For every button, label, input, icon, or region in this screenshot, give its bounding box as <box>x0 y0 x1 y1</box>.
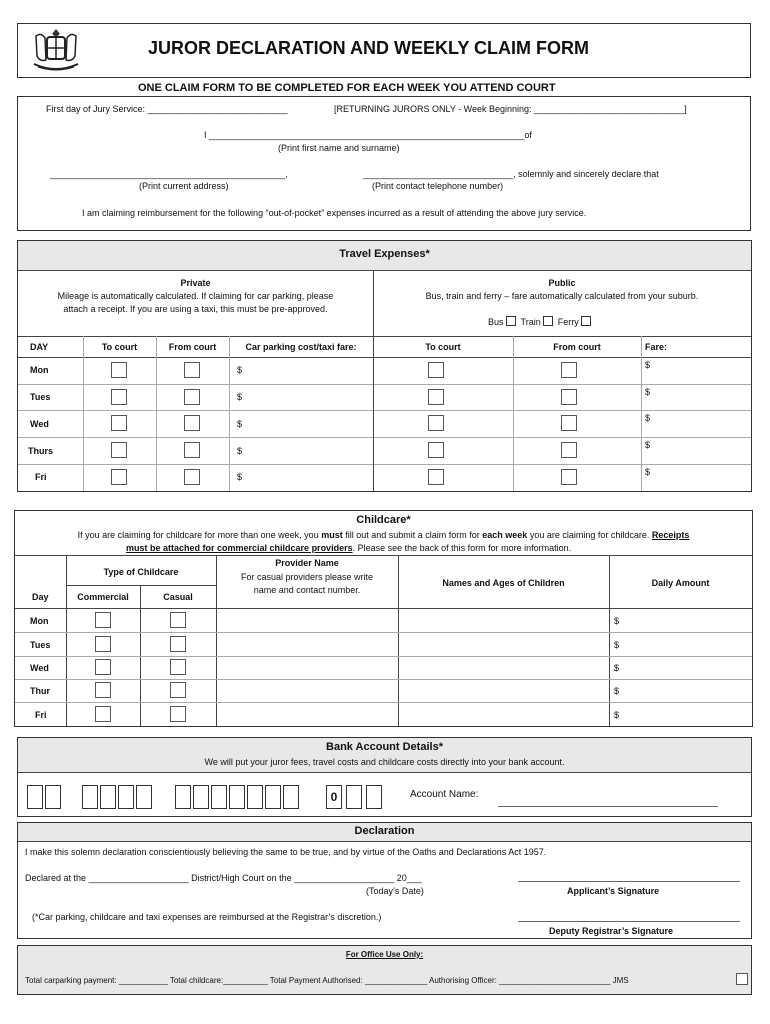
name-field[interactable]: I _______________________________________________________________of <box>204 130 532 140</box>
public-from-court-checkbox[interactable] <box>561 442 577 458</box>
commercial-checkbox[interactable] <box>95 636 111 652</box>
form-title: JUROR DECLARATION AND WEEKLY CLAIM FORM <box>148 38 589 58</box>
commercial-checkbox[interactable] <box>95 682 111 698</box>
public-to-court-checkbox[interactable] <box>428 442 444 458</box>
daily-amount[interactable]: $ <box>614 663 620 673</box>
day-label: Tues <box>30 392 51 402</box>
today-date-caption: (Today’s Date) <box>366 886 424 896</box>
col-casual: Casual <box>163 592 193 602</box>
private-from-court-checkbox[interactable] <box>184 469 200 485</box>
col-commercial: Commercial <box>77 592 129 602</box>
fare-amount[interactable]: $ <box>645 413 651 423</box>
daily-amount[interactable]: $ <box>614 616 620 626</box>
applicant-signature-caption: Applicant’s Signature <box>567 886 660 896</box>
fare-amount[interactable]: $ <box>645 467 651 477</box>
commercial-checkbox[interactable] <box>95 659 111 675</box>
declaration-title: Declaration <box>354 825 415 837</box>
public-to-court-checkbox[interactable] <box>428 415 444 431</box>
day-label: Mon <box>30 616 49 626</box>
childcare-intro-line-1: If you are claiming for childcare for more than one week, you must fill out and submit a claim form for each week you are claiming for childcare. Receipts <box>77 530 690 540</box>
private-to-court-checkbox[interactable] <box>111 442 127 458</box>
col-public-from-court: From court <box>553 342 601 352</box>
deputy-signature-line[interactable] <box>518 921 740 922</box>
fare-amount[interactable]: $ <box>645 360 651 370</box>
fare-amount[interactable]: $ <box>645 440 651 450</box>
childcare-intro-line-2: must be attached for commercial childcare providers. Please see the back of this form for more information. <box>126 543 572 553</box>
private-from-court-checkbox[interactable] <box>184 442 200 458</box>
casual-checkbox[interactable] <box>170 659 186 675</box>
private-to-court-checkbox[interactable] <box>111 415 127 431</box>
col-private-from-court: From court <box>168 342 217 352</box>
parking-amount[interactable]: $ <box>237 419 243 429</box>
phone-caption: (Print contact telephone number) <box>372 181 504 191</box>
daily-amount[interactable]: $ <box>614 710 620 720</box>
declaration-statement: I make this solemn declaration conscientiously believing the same to be true, and by virtue of the Oaths and Declarations Act 1957. <box>25 847 547 857</box>
private-from-court-checkbox[interactable] <box>184 389 200 405</box>
col-fare: Fare: <box>645 342 668 352</box>
address-field[interactable]: _______________________________________________, <box>50 169 288 179</box>
nz-coat-of-arms-logo <box>30 26 82 72</box>
public-to-court-checkbox[interactable] <box>428 362 444 378</box>
first-day-field[interactable]: First day of Jury Service: ____________________________ <box>46 104 288 114</box>
private-from-court-checkbox[interactable] <box>184 362 200 378</box>
public-to-court-checkbox[interactable] <box>428 389 444 405</box>
commercial-checkbox[interactable] <box>95 612 111 628</box>
col-public-to-court: To court <box>425 342 461 352</box>
public-from-court-checkbox[interactable] <box>561 469 577 485</box>
parking-amount[interactable]: $ <box>237 365 243 375</box>
private-to-court-checkbox[interactable] <box>111 362 127 378</box>
casual-checkbox[interactable] <box>170 682 186 698</box>
bank-subtitle: We will put your juror fees, travel costs and childcare costs directly into your bank account. <box>204 757 565 767</box>
daily-amount[interactable]: $ <box>614 640 620 650</box>
col-day: Day <box>32 592 49 602</box>
col-provider-name: Provider Name <box>275 558 339 568</box>
col-day: DAY <box>30 342 49 352</box>
day-label: Wed <box>30 419 49 429</box>
fare-amount[interactable]: $ <box>645 387 651 397</box>
office-use-fields: Total carparking payment: ___________ Total childcare:__________ Total Payment Authorised: ______________ Authorising Officer: _________________________ JMS <box>25 976 629 985</box>
col-private-to-court: To court <box>101 342 138 352</box>
bank-title: Bank Account Details* <box>326 741 443 753</box>
casual-checkbox[interactable] <box>170 636 186 652</box>
travel-title: Travel Expenses* <box>339 248 430 260</box>
returning-week-field[interactable]: [RETURNING JURORS ONLY - Week Beginning: ______________________________] <box>334 104 687 114</box>
parking-amount[interactable]: $ <box>237 446 243 456</box>
casual-checkbox[interactable] <box>170 706 186 722</box>
private-to-court-checkbox[interactable] <box>111 469 127 485</box>
public-to-court-checkbox[interactable] <box>428 469 444 485</box>
col-names-ages: Names and Ages of Children <box>442 578 565 588</box>
form-subtitle: ONE CLAIM FORM TO BE COMPLETED FOR EACH WEEK YOU ATTEND COURT <box>138 82 556 94</box>
claim-statement: I am claiming reimbursement for the following “out-of-pocket” expenses incurred as a result of attending the above jury service. <box>82 208 587 218</box>
public-from-court-checkbox[interactable] <box>561 415 577 431</box>
deputy-signature-caption: Deputy Registrar’s Signature <box>549 926 674 936</box>
public-from-court-checkbox[interactable] <box>561 389 577 405</box>
childcare-title: Childcare* <box>356 514 411 526</box>
discretion-footnote: (*Car parking, childcare and taxi expenses are reimbursed at the Registrar’s discretion.) <box>32 912 382 922</box>
office-use-title: For Office Use Only: <box>345 950 424 959</box>
account-name-label: Account Name: <box>410 789 479 800</box>
col-daily-amount: Daily Amount <box>651 578 710 588</box>
account-name-input[interactable] <box>498 806 718 807</box>
day-label: Thur <box>30 686 50 696</box>
declared-at-field[interactable]: Declared at the ____________________ District/High Court on the ____________________ 20___ <box>25 873 422 883</box>
day-label: Wed <box>30 663 49 673</box>
private-desc-1: Mileage is automatically calculated. If claiming for car parking, please <box>57 291 334 301</box>
address-caption: (Print current address) <box>139 181 229 191</box>
col-car-parking: Car parking cost/taxi fare: <box>245 342 357 352</box>
train-checkbox[interactable] <box>543 316 553 326</box>
provider-desc-2: name and contact number. <box>253 585 361 595</box>
applicant-signature-line[interactable] <box>518 881 740 882</box>
day-label: Fri <box>35 472 47 482</box>
name-caption: (Print first name and surname) <box>278 143 400 153</box>
casual-checkbox[interactable] <box>170 612 186 628</box>
public-title: Public <box>548 278 576 288</box>
private-from-court-checkbox[interactable] <box>184 415 200 431</box>
provider-desc-1: For casual providers please write <box>240 572 374 582</box>
day-label: Fri <box>35 710 47 720</box>
public-desc: Bus, train and ferry – fare automatically calculated from your suburb. <box>425 291 699 301</box>
public-from-court-checkbox[interactable] <box>561 362 577 378</box>
transport-mode-options: Bus Train Ferry <box>488 316 591 327</box>
private-title: Private <box>180 278 211 288</box>
phone-field[interactable]: ______________________________, solemnly and sincerely declare that <box>363 169 659 179</box>
day-label: Thurs <box>28 446 54 456</box>
private-desc-2: attach a receipt. If you are using a taxi, this must be pre-approved. <box>63 304 328 314</box>
jms-checkbox[interactable] <box>736 973 748 985</box>
private-to-court-checkbox[interactable] <box>111 389 127 405</box>
daily-amount[interactable]: $ <box>614 686 620 696</box>
ferry-checkbox[interactable] <box>581 316 591 326</box>
bus-checkbox[interactable] <box>506 316 516 326</box>
suffix-prefill: 0 <box>326 785 342 809</box>
commercial-checkbox[interactable] <box>95 706 111 722</box>
day-label: Tues <box>30 640 51 650</box>
parking-amount[interactable]: $ <box>237 392 243 402</box>
parking-amount[interactable]: $ <box>237 472 243 482</box>
col-type-of-childcare: Type of Childcare <box>103 567 179 577</box>
day-label: Mon <box>30 365 49 375</box>
